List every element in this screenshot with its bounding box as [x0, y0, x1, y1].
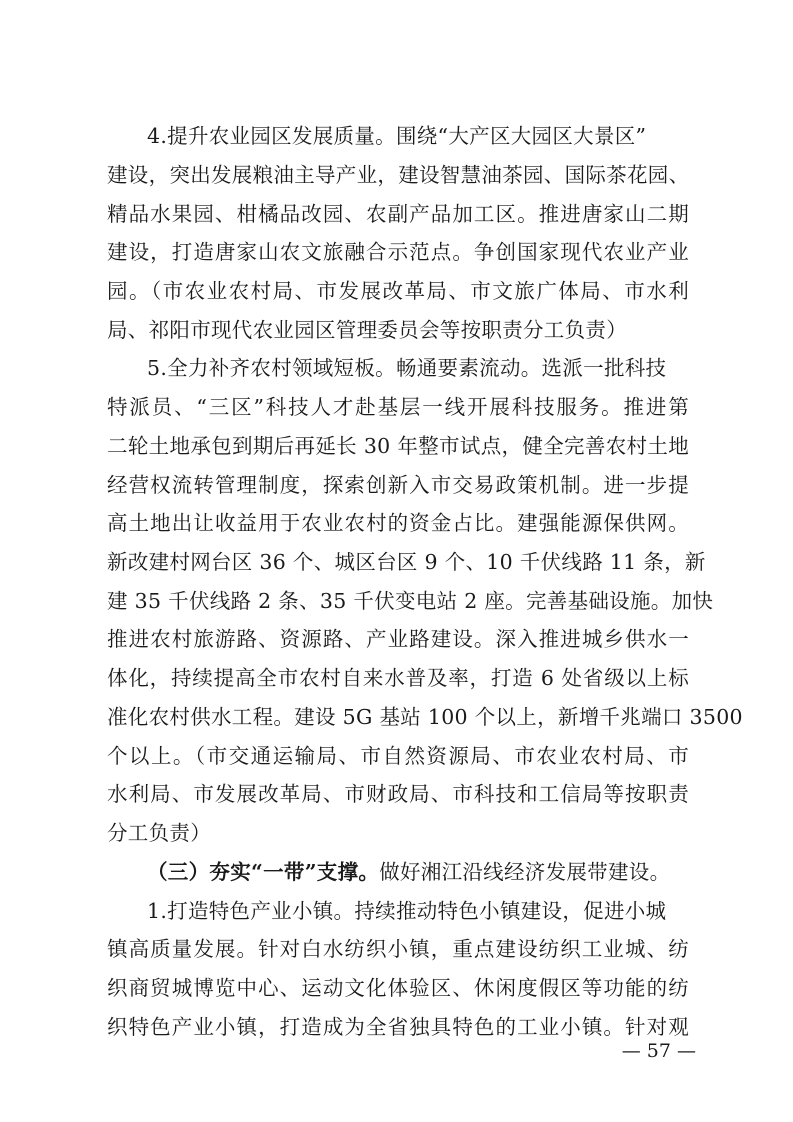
paragraph-line: 二轮土地承包到期后再延长 30 年整市试点，健全完善农村土地 [107, 434, 689, 458]
paragraph-line: 新改建村网台区 36 个、城区台区 9 个、10 千伏线路 11 条，新 [107, 550, 706, 574]
paragraph-line: 1.打造特色产业小镇。持续推动特色小镇建设，促进小城 [147, 899, 667, 923]
paragraph-line: 水利局、市发展改革局、市财政局、市科技和工信局等按职责 [107, 782, 689, 806]
page-number: — 57 — [621, 1040, 696, 1062]
paragraph-line: 个以上。（市交通运输局、市自然资源局、市农业农村局、市 [107, 744, 689, 768]
paragraph-line: 特派员、“三区”科技人才赴基层一线开展科技服务。推进第 [107, 395, 689, 419]
paragraph-line: 5.全力补齐农村领域短板。畅通要素流动。选派一批科技 [147, 356, 667, 380]
section-heading-text: 做好湘江沿线经济发展带建设。 [379, 860, 671, 884]
paragraph-line: 建设，打造唐家山农文旅融合示范点。争创国家现代农业产业 [107, 240, 689, 264]
paragraph-line: 分工负责） [107, 821, 211, 845]
paragraph-line: 园。（市农业农村局、市发展改革局、市文旅广体局、市水利 [107, 279, 689, 303]
section-heading-line [147, 857, 689, 887]
paragraph-line: 建 35 千伏线路 2 条、35 千伏变电站 2 座。完善基础设施。加快 [107, 589, 714, 613]
paragraph-line: 准化农村供水工程。建设 5G 基站 100 个以上，新增千兆端口 3500 [107, 705, 743, 729]
paragraph-line: 推进农村旅游路、资源路、产业路建设。深入推进城乡供水一 [107, 627, 689, 651]
section-heading: （三）夯实“一带”支撑。 [147, 860, 380, 884]
paragraph-line: 4.提升农业园区发展质量。围绕“大产区大园区大景区” [147, 124, 647, 148]
paragraph-line: 镇高质量发展。针对白水纺织小镇，重点建设纺织工业城、纺 [107, 937, 689, 961]
paragraph-line: 建设，突出发展粮油主导产业，建设智慧油茶园、国际茶花园、 [107, 163, 690, 187]
paragraph-line: 高土地出让收益用于农业农村的资金占比。建强能源保供网。 [107, 511, 689, 535]
paragraph-line: 精品水果园、柑橘品改园、农副产品加工区。推进唐家山二期 [107, 202, 689, 226]
paragraph-line: 体化，持续提高全市农村自来水普及率，打造 6 处省级以上标 [107, 666, 689, 690]
paragraph-line: 织商贸城博览中心、运动文化体验区、休闲度假区等功能的纺 [107, 976, 689, 1000]
paragraph-line: 经营权流转管理制度，探索创新入市交易政策机制。进一步提 [107, 473, 689, 497]
paragraph-line: 局、祁阳市现代农业园区管理委员会等按职责分工负责） [107, 318, 627, 342]
paragraph-line: 织特色产业小镇，打造成为全省独具特色的工业小镇。针对观 [107, 1015, 689, 1039]
